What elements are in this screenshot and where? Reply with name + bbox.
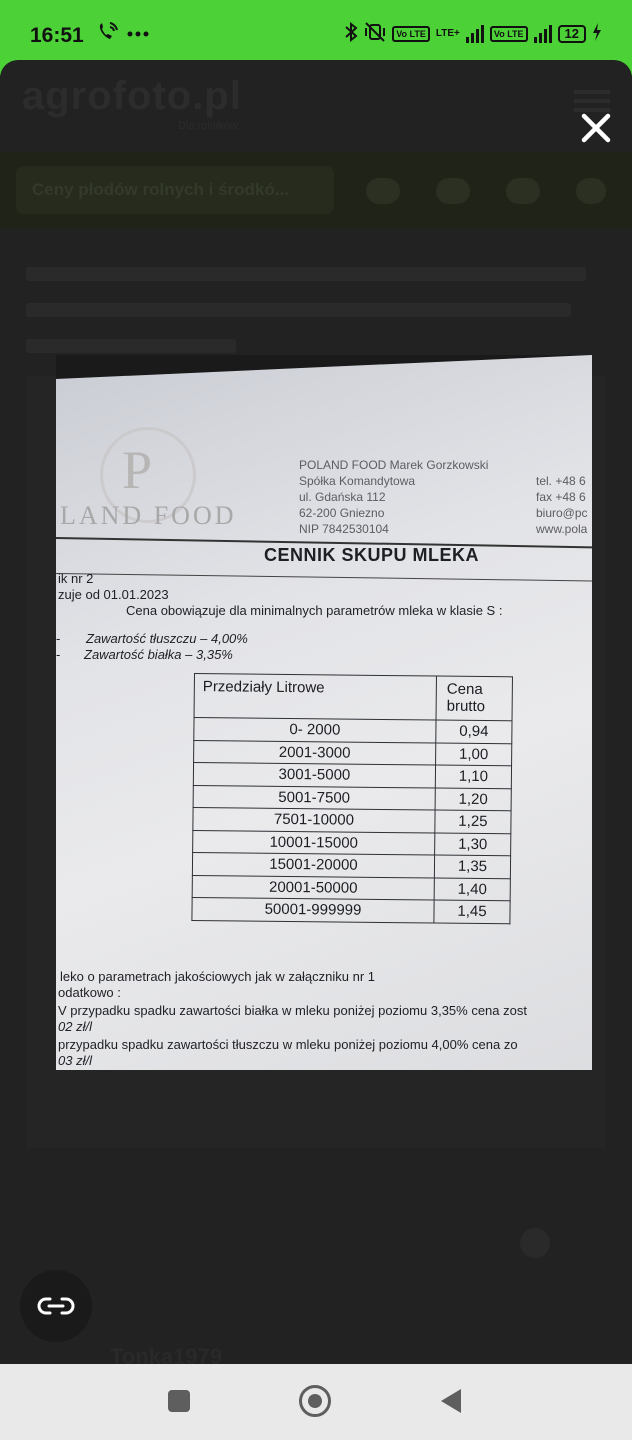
table-row [193,763,511,789]
annex-number: ik nr 2 [58,571,94,586]
table-row [193,807,511,833]
background-avatar [520,1228,550,1258]
param-dash: - [56,647,61,662]
close-icon [576,108,616,148]
company-address [299,457,488,537]
range-cell: 0- 2000 [194,718,436,743]
background-search-icon [576,178,606,204]
close-button[interactable] [576,108,616,148]
volte-icon: Vo LTE [392,26,430,42]
signal-icon [466,25,484,43]
status-right-icons [344,22,602,46]
document-title: CENNIK SKUPU MLEKA [264,545,480,565]
document-photo [56,355,592,1070]
valid-from: zuje od 01.01.2023 [58,587,169,602]
more-icon [126,25,150,47]
protein-content-param: Zawartość białka – 3,35% [84,647,233,662]
recents-icon[interactable] [168,1390,190,1412]
min-params-note: Cena obowiązuje dla minimalnych parametrów mleka w klasie S : [126,603,503,618]
additional-note: odatkowo : [58,985,121,1000]
header-price: Cena brutto [436,676,512,721]
table-row [193,785,511,811]
range-cell: 20001-50000 [192,875,434,900]
price-cell: 1,35 [434,855,510,878]
company-name: POLAND FOOD Marek Gorzkowski [299,458,489,472]
back-icon[interactable] [441,1389,461,1413]
company-contact [536,473,588,537]
table-header-row [194,674,512,721]
price-cell: 1,45 [434,900,510,923]
charging-icon [592,22,602,46]
background-site-logo: agrofoto.pl [22,74,242,118]
table-row [192,852,510,878]
link-icon [36,1295,76,1317]
table-row [192,897,510,923]
price-cell: 1,10 [435,765,511,788]
link-button[interactable] [20,1270,92,1342]
battery-icon: 12 [558,25,586,43]
price-cell: 1,25 [435,810,511,833]
range-cell: 3001-5000 [193,763,435,788]
table-row [194,740,512,766]
background-text [26,256,606,364]
range-cell: 2001-3000 [194,740,436,765]
table-row [194,718,512,744]
price-cell: 0,94 [436,720,512,743]
company-type: Spółka Komandytowa [299,474,416,488]
background-nav-bar [0,152,632,228]
range-cell: 7501-10000 [193,807,435,832]
vibrate-off-icon [364,22,386,46]
company-logo-letter: P [122,440,153,500]
signal-icon [534,25,552,43]
table-row [193,830,511,856]
contact-website: www.pola [536,522,588,536]
table-row [192,875,510,901]
background-nav-title: Ceny płodów rolnych i środkó... [16,166,334,214]
home-icon[interactable] [299,1385,331,1417]
background-grid-icon [506,178,540,204]
contact-phone: tel. +48 6 [536,474,586,488]
fat-content-param: Zawartość tłuszczu – 4,00% [86,631,248,646]
price-cell: 1,20 [435,788,511,811]
price-cell: 1,00 [436,743,512,766]
status-left-icons [96,22,150,48]
lte-label: LTE+ [435,28,460,39]
company-nip: NIP 7842530104 [299,522,389,536]
quality-note: leko o parametrach jakościowych jak w załączniku nr 1 [60,969,376,984]
header-range: Przedziały Litrowe [194,674,436,721]
company-logo-text: LAND FOOD [60,501,237,530]
company-street: ul. Gdańska 112 [299,490,386,504]
wifi-calling-icon [96,25,126,47]
param-dash: - [56,631,61,646]
background-user-icon [436,178,470,204]
status-time: 16:51 [30,24,84,47]
range-cell: 10001-15000 [193,830,435,855]
contact-fax: fax +48 6 [536,490,586,504]
background-username: Tonka1979 [110,1344,223,1364]
range-cell: 15001-20000 [192,852,434,877]
range-cell: 5001-7500 [193,785,435,810]
background-site-tagline: Dla rolników [178,120,238,132]
contact-email: biuro@pc [536,506,588,520]
company-city: 62-200 Gniezno [299,506,385,520]
fat-penalty-note: przypadku spadku zawartości tłuszczu w mleku poniżej poziomu 4,00% cena zo [58,1037,518,1052]
protein-penalty-note: V przypadku spadku zawartości białka w mleku poniżej poziomu 3,35% cena zost [58,1003,527,1018]
volte-icon: Vo LTE [490,26,528,42]
system-nav-bar [0,1364,632,1440]
background-chat-icon [366,178,400,204]
range-cell: 50001-999999 [192,897,434,922]
fat-penalty-amount: 03 zł/l [58,1053,92,1068]
price-cell: 1,40 [434,878,510,901]
price-table [191,673,513,924]
bluetooth-icon [344,22,358,46]
price-cell: 1,30 [435,833,511,856]
protein-penalty-amount: 02 zł/l [58,1019,92,1034]
